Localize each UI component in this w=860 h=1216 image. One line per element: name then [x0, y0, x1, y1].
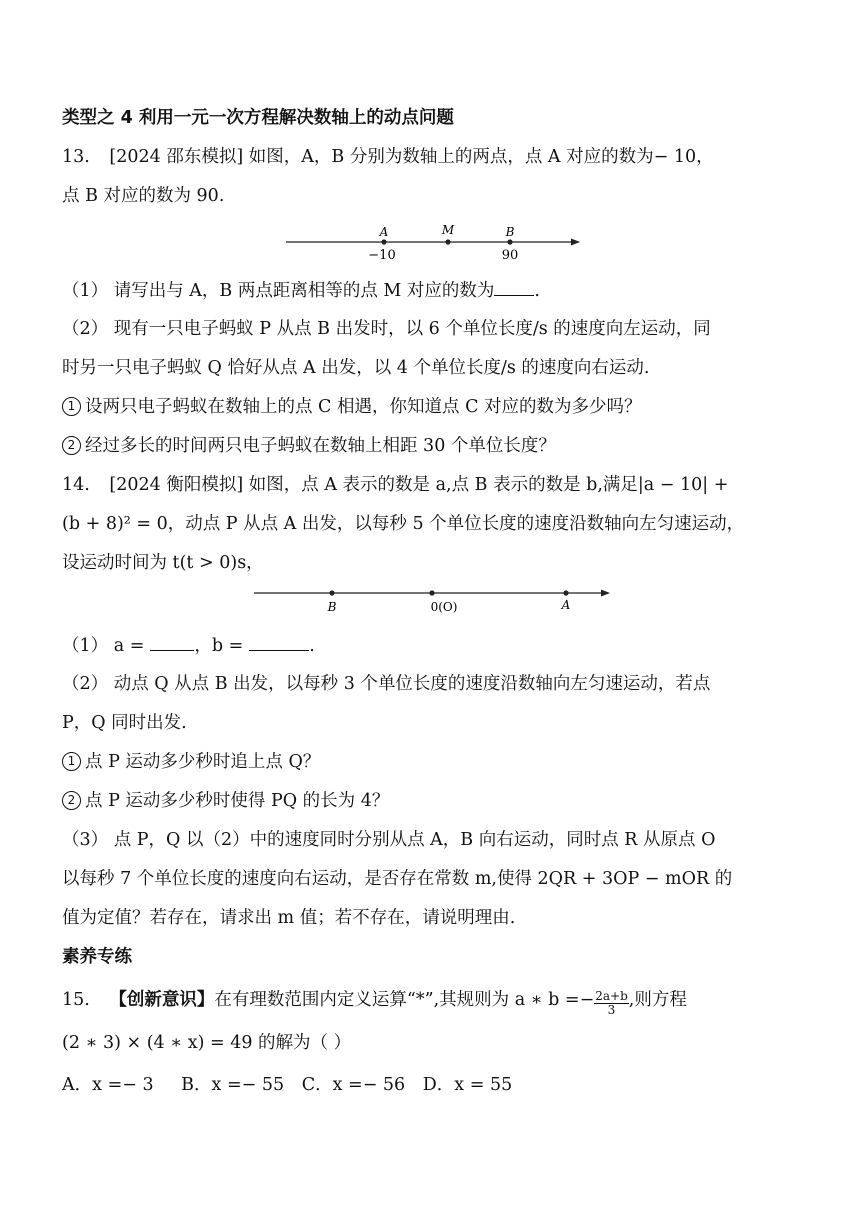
q14-stem-line3: 设运动时间为 t(t > 0)s， [62, 553, 264, 573]
q14-answer-blank-a [150, 634, 194, 651]
q13-part2-line1: （2） 现有一只电子蚂蚁 P 从点 B 出发时，以 6 个单位长度/s 的速度向左运动，同 [62, 319, 711, 339]
q15-fraction [594, 990, 629, 1017]
q13-axis-label-b: B [505, 225, 515, 239]
q14-part1-end: . [309, 636, 315, 656]
section-title-type4: 类型之 4 利用一元一次方程解决数轴上的动点问题 [62, 108, 454, 128]
q13-sub2 [62, 435, 556, 457]
q13-part1-end: . [534, 281, 540, 301]
circled-number-1-icon: 1 [62, 397, 81, 416]
q14-part1-b-label: ，b = [194, 636, 244, 656]
q13-axis-value-b: 90 [501, 248, 519, 263]
q15-tag: 【创新意识】 [109, 990, 215, 1010]
circled-number-1-icon: 1 [62, 752, 81, 771]
q14-part2-line2: P，Q 同时出发. [62, 713, 187, 733]
q14-line1 [62, 474, 728, 496]
q15-fraction-numerator: 2a+b [595, 989, 628, 1003]
q13-answer-blank [494, 279, 534, 296]
q14-sub2 [62, 790, 389, 812]
q15-option-a: A．x =− 3 [62, 1075, 154, 1095]
q14-answer-blank-b [249, 634, 309, 651]
q13-sub1-text: 设两只电子蚂蚁在数轴上的点 C 相遇，你知道点 C 对应的数为多少吗？ [85, 397, 642, 417]
q13-source: [2024 邵东模拟] [109, 147, 244, 167]
q14-axis-label-a: A [561, 598, 571, 612]
q15-line1 [62, 989, 687, 1017]
q14-part2-line1: （2） 动点 Q 从点 B 出发，以每秒 3 个单位长度的速度沿数轴向左匀速运动，若点 [62, 674, 711, 694]
q13-number-line [280, 220, 590, 264]
q14-part1 [62, 634, 315, 657]
q14-number: 14. [62, 475, 90, 495]
q14-number-line [248, 580, 618, 620]
q15-option-b: B．x =− 55 [181, 1075, 285, 1095]
q14-stem-line2: (b + 8)² = 0，动点 P 从点 A 出发，以每秒 5 个单位长度的速度沿数轴向左匀速运动， [62, 514, 745, 534]
q13-part2-line2: 时另一只电子蚂蚁 Q 恰好从点 A 出发，以 4 个单位长度/s 的速度向右运动. [62, 358, 650, 378]
q14-part1-a-label: （1） a = [62, 636, 145, 656]
q14-part3-line2: 以每秒 7 个单位长度的速度向右运动，是否存在常数 m,使得 2QR + 3OP − mOR 的 [62, 869, 733, 889]
q13-axis-label-a: A [379, 225, 389, 239]
q14-sub2-text: 点 P 运动多少秒时使得 PQ 的长为 4？ [85, 791, 390, 811]
q14-part3-line3: 值为定值？若存在，请求出 m 值；若不存在，请说明理由. [62, 908, 516, 928]
q13-stem-line2: 点 B 对应的数为 90. [62, 186, 225, 206]
q15-options [62, 1074, 512, 1096]
q14-axis-label-b: B [327, 600, 337, 614]
q13-part1-text: （1） 请写出与 A，B 两点距离相等的点 M 对应的数为 [62, 281, 495, 301]
circled-number-2-icon: 2 [62, 436, 81, 455]
q15-fraction-denominator: 3 [607, 1003, 616, 1017]
q13-axis-label-m: M [441, 223, 455, 237]
q14-sub1 [62, 751, 320, 773]
circled-number-2-icon: 2 [62, 791, 81, 810]
q15-stem-line1-end: ,则方程 [628, 990, 687, 1010]
q13-number: 13. [62, 147, 90, 167]
q13-part1 [62, 279, 540, 302]
q14-source: [2024 衡阳模拟] [109, 475, 244, 495]
q15-stem-line2: (2 ∗ 3) × (4 ∗ x) = 49 的解为（ ） [62, 1033, 352, 1053]
q14-axis-label-origin: 0(O) [430, 600, 458, 614]
q15-option-d: D．x = 55 [422, 1075, 513, 1095]
q13-sub1 [62, 396, 642, 418]
section-title-practice: 素养专练 [62, 947, 132, 967]
q15-stem-line1: 在有理数范围内定义运算“*”,其规则为 a ∗ b =− [214, 990, 595, 1010]
q14-sub1-text: 点 P 运动多少秒时追上点 Q？ [85, 752, 321, 772]
q13-line1 [62, 146, 714, 168]
q13-sub2-text: 经过多长的时间两只电子蚂蚁在数轴上相距 30 个单位长度？ [85, 436, 556, 456]
q15-option-c: C．x =− 56 [301, 1075, 406, 1095]
q14-part3-line1: （3） 点 P，Q 以（2）中的速度同时分别从点 A，B 向右运动，同时点 R 从原点 O [62, 830, 716, 850]
q14-stem-line1: 如图，点 A 表示的数是 a,点 B 表示的数是 b,满足|a − 10| + [248, 475, 729, 495]
q15-number: 15. [62, 990, 90, 1010]
q13-axis-value-a: −10 [368, 248, 396, 263]
q13-stem-line1: 如图，A，B 分别为数轴上的两点，点 A 对应的数为− 10， [248, 147, 714, 167]
